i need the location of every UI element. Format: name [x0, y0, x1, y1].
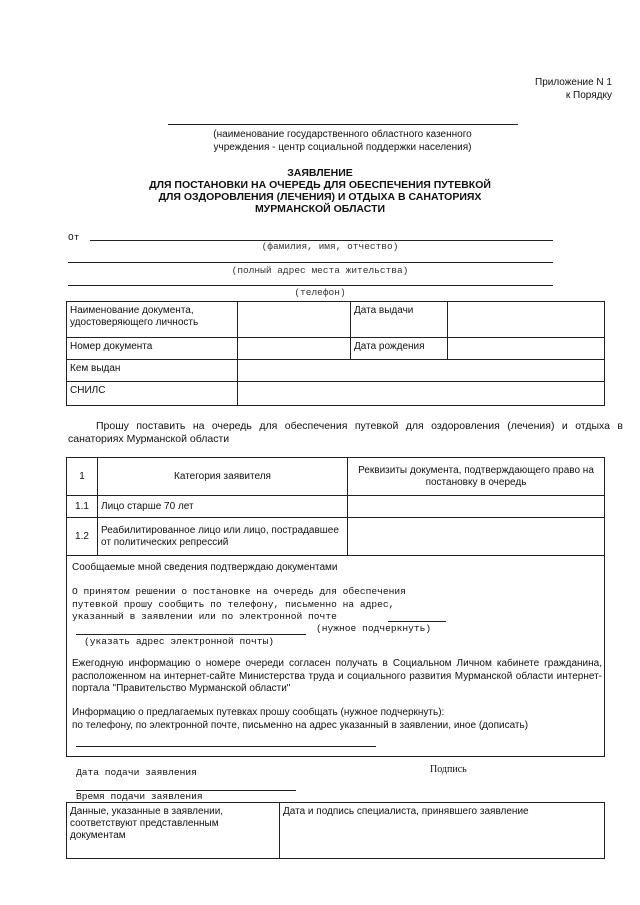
notify-block — [72, 586, 602, 624]
from-label: От — [68, 232, 80, 243]
col-number-header: 1 — [67, 458, 98, 496]
issued-by-label: Кем выдан — [67, 360, 238, 382]
col-docs-header: Реквизиты документа, подтверждающего право на постановку в очередь — [348, 458, 605, 496]
address-line[interactable] — [68, 262, 553, 263]
birth-date-field[interactable] — [448, 338, 605, 360]
phone-caption: (телефон) — [294, 287, 346, 298]
appendix-number: Приложение N 1 — [535, 77, 612, 88]
title-line: ДЛЯ ПОСТАНОВКИ НА ОЧЕРЕДЬ ДЛЯ ОБЕСПЕЧЕНИЯ ПУТЕВКОЙ — [149, 179, 491, 191]
org-name-line[interactable] — [168, 124, 518, 125]
category-row-number: 1.2 — [67, 518, 98, 556]
data-match-label: Данные, указанные в заявлении, соответствуют представленным документам — [67, 803, 280, 859]
category-row-text[interactable]: Лицо старше 70 лет — [98, 496, 348, 518]
doc-name-label: Наименование документа, удостоверяющего личность — [67, 302, 238, 338]
underline-note: (нужное подчеркнуть) — [316, 623, 432, 634]
org-caption-line: (наименование государственного областного казенного — [213, 129, 472, 140]
category-row-text[interactable]: Реабилитированное лицо или лицо, пострадавшее от политических репрессий — [98, 518, 348, 556]
vouchers-block — [72, 707, 604, 732]
request-text: Прошу поставить на очередь для обеспечения путевкой для оздоровления (лечения) и отдыха в санаториях Мурманской области — [68, 420, 623, 445]
doc-name-field[interactable] — [238, 302, 351, 338]
appendix-reference — [535, 76, 612, 102]
specialist-label[interactable]: Дата и подпись специалиста, принявшего заявление — [280, 803, 605, 859]
cabinet-text: Ежегодную информацию о номере очереди согласен получать в Социальном Личном кабинете гражданина, расположенном на интернет-сайте Министерства труда и социального развития Мурманской области интернет-портала "Правительство Мурманской области" — [72, 658, 602, 694]
doc-number-field[interactable] — [238, 338, 351, 360]
col-category-header: Категория заявителя — [98, 458, 348, 496]
other-option-line[interactable] — [76, 746, 376, 747]
notify-line: путевкой прошу сообщить по телефону, письменно на адрес, — [72, 598, 395, 610]
confirm-text: Сообщаемые мной сведения подтверждаю документами — [72, 562, 338, 573]
issue-date-field[interactable] — [448, 302, 605, 338]
doc-number-label: Номер документа — [67, 338, 238, 360]
acceptance-table — [66, 802, 605, 859]
email-line[interactable] — [76, 634, 306, 635]
snils-field[interactable] — [238, 382, 605, 406]
issued-by-field[interactable] — [238, 360, 605, 382]
full-name-caption: (фамилия, имя, отчество) — [261, 241, 399, 252]
signature-label: Подпись — [430, 764, 467, 775]
category-table — [66, 457, 605, 556]
identity-table — [66, 301, 605, 406]
snils-label: СНИЛС — [67, 382, 238, 406]
address-caption: (полный адрес места жительства) — [231, 265, 409, 276]
category-row-docs-field[interactable] — [348, 496, 605, 518]
vouchers-line: по телефону, по электронной почте, письменно на адрес указанный в заявлении, иное (дописать) — [72, 719, 529, 731]
org-caption-line: учреждения - центр социальной поддержки населения) — [213, 142, 472, 153]
email-short-line[interactable] — [388, 621, 446, 622]
request-paragraph — [68, 420, 623, 446]
category-row-number: 1.1 — [67, 496, 98, 518]
birth-date-label: Дата рождения — [351, 338, 448, 360]
appendix-order: к Порядку — [565, 90, 612, 101]
submit-date-label: Дата подачи заявления — [76, 767, 197, 778]
title-line: ДЛЯ ОЗДОРОВЛЕНИЯ (ЛЕЧЕНИЯ) И ОТДЫХА В САНАТОРИЯХ — [158, 191, 482, 203]
phone-line[interactable] — [68, 285, 553, 286]
title-line: МУРМАНСКОЙ ОБЛАСТИ — [254, 203, 386, 215]
org-caption — [160, 128, 525, 154]
title-line: ЗАЯВЛЕНИЕ — [287, 167, 353, 179]
vouchers-line: Информацию о предлагаемых путевках прошу сообщать (нужное подчеркнуть): — [72, 707, 445, 718]
notify-line: О принятом решении о постановке на очередь для обеспечения — [72, 586, 406, 597]
category-row-docs-field[interactable] — [348, 518, 605, 556]
email-caption: (указать адрес электронной почты) — [84, 636, 274, 647]
issue-date-label: Дата выдачи — [351, 302, 448, 338]
document-title — [120, 167, 520, 215]
submit-time-label: Время подачи заявления — [76, 791, 203, 802]
notify-line: указанный в заявлении или по электронной почте — [72, 611, 337, 622]
